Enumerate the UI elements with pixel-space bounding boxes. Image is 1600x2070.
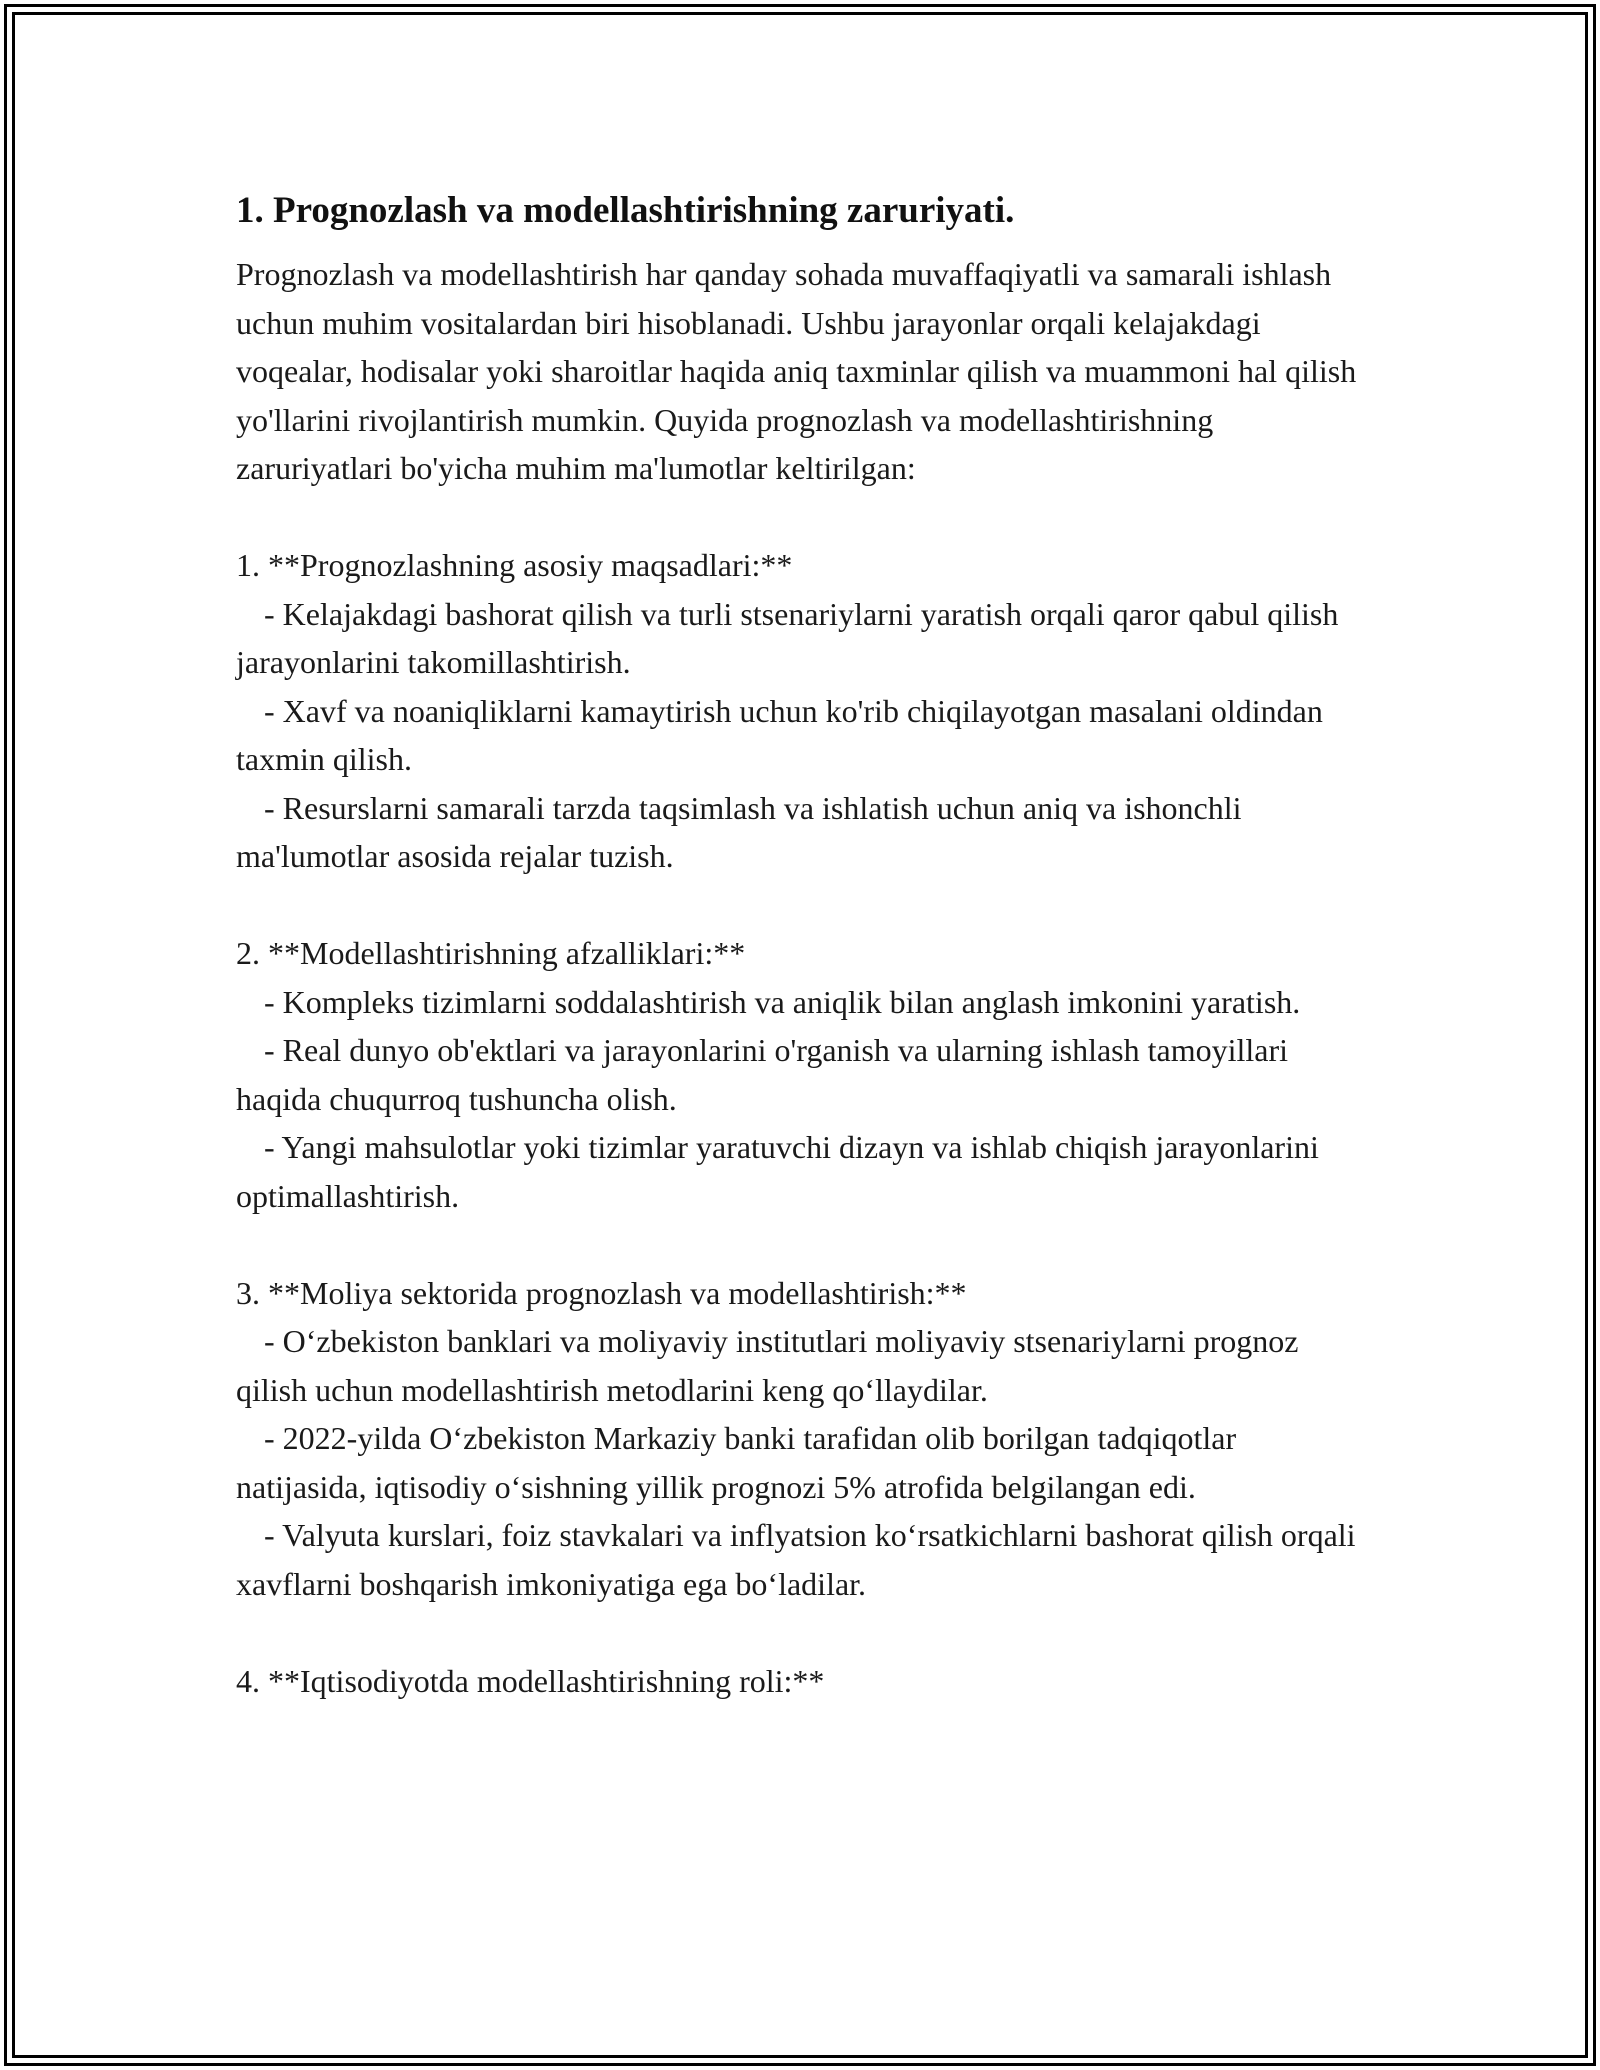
section-1 [236, 541, 1366, 881]
document-body [236, 186, 1366, 1705]
section-title: 3. **Moliya sektorida prognozlash va modellashtirish:** [236, 1274, 967, 1311]
list-item: - Real dunyo ob'ektlari va jarayonlarini o'rganish va ularning ishlash tamoyillari haqida chuqurroq tushuncha olish. [236, 1032, 1289, 1117]
list-item: - Resurslarni samarali tarzda taqsimlash va ishlatish uchun aniq va ishonchli ma'lumotlar asosida rejalar tuzish. [236, 789, 1242, 874]
section-2 [236, 929, 1366, 1220]
list-item: - Kelajakdagi bashorat qilish va turli stsenariylarni yaratish orqali qaror qabul qilish jarayonlarini takomillashtirish. [236, 595, 1339, 680]
section-title: 2. **Modellashtirishning afzalliklari:** [236, 935, 746, 971]
section-4 [236, 1657, 1366, 1706]
section-title: 4. **Iqtisodiyotda modellashtirishning roli:** [236, 1662, 825, 1699]
list-item: - Yangi mahsulotlar yoki tizimlar yaratuvchi dizayn va ishlab chiqish jarayonlarini optimallashtirish. [236, 1129, 1319, 1214]
list-item: - Kompleks tizimlarni soddalashtirish va aniqlik bilan anglash imkonini yaratish. [264, 983, 1301, 1020]
list-item: - Xavf va noaniqliklarni kamaytirish uchun ko'rib chiqilayotgan masalani oldindan taxmin qilish. [236, 692, 1323, 777]
document-heading: 1. Prognozlash va modellashtirishning zaruriyati. [236, 190, 1015, 231]
section-3 [236, 1269, 1366, 1609]
intro-paragraph: Prognozlash va modellashtirish har qanday sohada muvaffaqiyatli va samarali ishlash uchun muhim vositalardan biri hisoblanadi. Ushbu jarayonlar orqali kelajakdagi voqealar, hodisalar yoki sharoitlar haqida aniq taxminlar qilish va muammoni hal qilish yo'llarini rivojlantirish mumkin. Quyida prognozlash va modellashtirishning zaruriyatlari bo'yicha muhim ma'lumotlar keltirilgan: [236, 256, 1357, 486]
list-item: - O‘zbekiston banklari va moliyaviy institutlari moliyaviy stsenariylarni prognoz qilish uchun modellashtirish metodlarini keng qo‘llaydilar. [236, 1323, 1299, 1408]
list-item: - Valyuta kurslari, foiz stavkalari va inflyatsion ko‘rsatkichlarni bashorat qilish orqali xavflarni boshqarish imkoniyatiga ega bo‘ladilar. [236, 1517, 1356, 1602]
section-title: 1. **Prognozlashning asosiy maqsadlari:** [236, 547, 793, 583]
list-item: - 2022-yilda O‘zbekiston Markaziy banki tarafidan olib borilgan tadqiqotlar natijasida, iqtisodiy o‘sishning yillik prognozi 5% atrofida belgilangan edi. [236, 1420, 1237, 1505]
